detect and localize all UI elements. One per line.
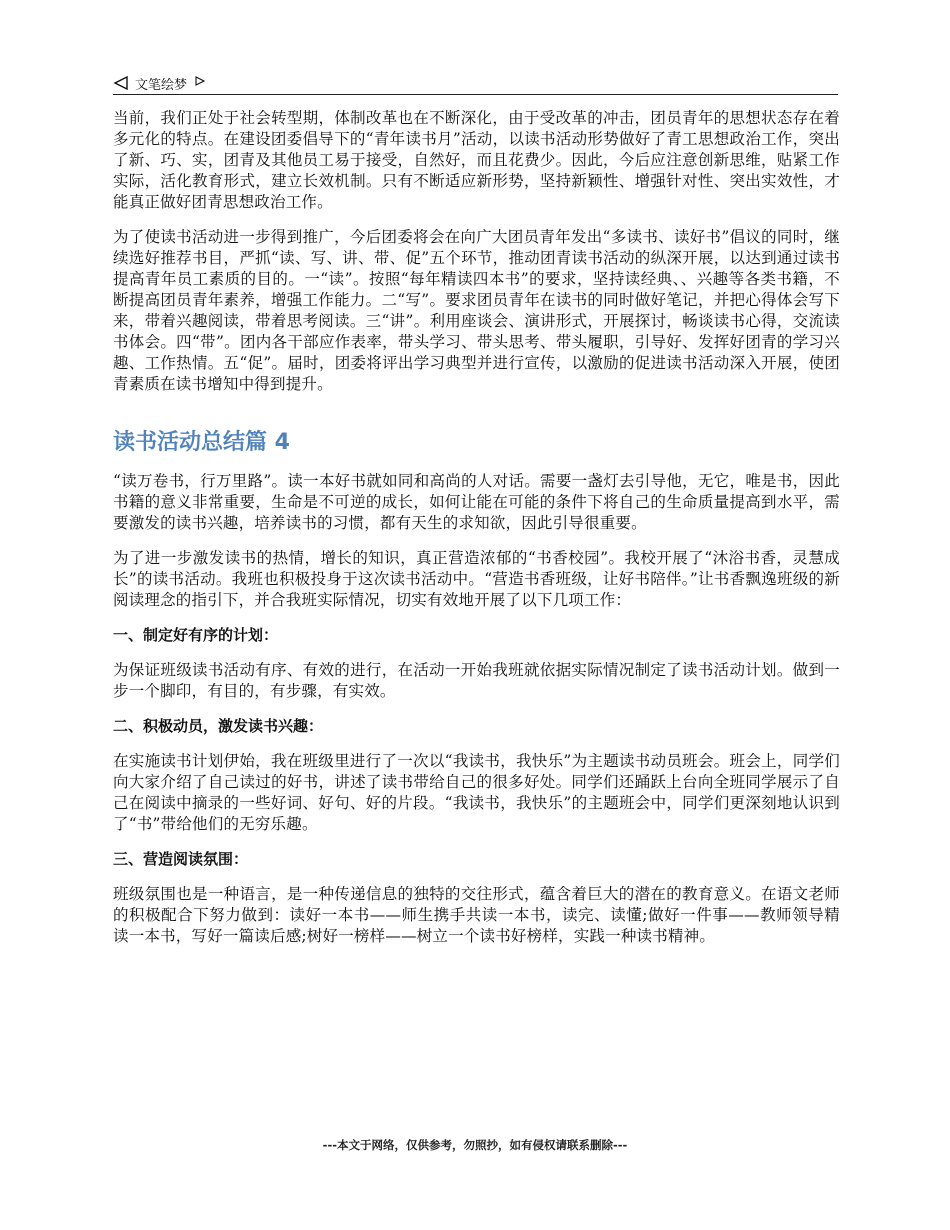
paragraph: 当前，我们正处于社会转型期，体制改革也在不断深化，由于受改革的冲击，团员青年的思想状态存在着多元化的特点。在建设团委倡导下的“青年读书月”活动，以读书活动形势做好了青工思想政治工作，突出了新、巧、实，团青及其他员工易于接受，自然好，而且花费少。因此，今后应注意创新思维，贴紧工作实际，活化教育形式，建立长效机制。只有不断适应新形势，坚持新颖性、增强针对性、突出实效性，才能真正做好团青思想政治工作。 bbox=[113, 109, 840, 211]
paragraph: 为保证班级读书活动有序、有效的进行，在活动一开始我班就依据实际情况制定了读书活动计划。做到一步一个脚印，有目的，有步骤，有实效。 bbox=[113, 661, 840, 700]
item-heading: 三、营造阅读氛围： bbox=[113, 850, 249, 868]
paragraph: 在实施读书计划伊始，我在班级里进行了一次以“我读书，我快乐”为主题读书动员班会。班会上，同学们向大家介绍了自己读过的好书，讲述了读书带给自己的很多好处。同学们还踊跃上台向全班同学展示了自己在阅读中摘录的一些好词、好句、好的片段。“我读书，我快乐”的主题班会中，同学们更深刻地认识到了“书”带给他们的无穷乐趣。 bbox=[113, 752, 840, 833]
paragraph: 为了使读书活动进一步得到推广，今后团委将会在向广大团员青年发出“多读书、读好书”倡议的同时，继续选好推荐书目，严抓“读、写、讲、带、促”五个环节，推动团青读书活动的纵深开展，以达到通过读书提高青年员工素质的目的。一“读”。按照“每年精读四本书”的要求，坚持读经典、、兴趣等各类书籍，不断提高团员青年素养，增强工作能力。二“写”。要求团员青年在读书的同时做好笔记，并把心得体会写下来，带着兴趣阅读，带着思考阅读。三“讲”。利用座谈会、演讲形式，开展探讨，畅谈读书心得，交流读书体会。四“带”。团内各干部应作表率，带头学习、带头思考、带头履职，引导好、发挥好团青的学习兴趣、工作热情。五“促”。届时，团委将评出学习典型并进行宣传，以激励的促进读书活动深入开展，使团青素质在读书增知中得到提升。 bbox=[113, 228, 840, 393]
item-heading: 一、制定好有序的计划： bbox=[113, 626, 279, 644]
paragraph: “读万卷书，行万里路”。读一本好书就如同和高尚的人对话。需要一盏灯去引导他，无它，唯是书，因此书籍的意义非常重要，生命是不可逆的成长，如何让能在可能的条件下将自己的生命质量提高到水平，需要激发的读书兴趣，培养读书的习惯，都有天生的求知欲，因此引导很重要。 bbox=[113, 472, 840, 532]
triangle-left-icon bbox=[113, 75, 129, 91]
document-body bbox=[113, 108, 840, 961]
header-brand: 文笔绘梦 bbox=[135, 77, 188, 93]
paragraph: 班级氛围也是一种语言，是一种传递信息的独特的交往形式，蕴含着巨大的潜在的教育意义。在语文老师的积极配合下努力做到：读好一本书——师生携手共读一本书，读完、读懂;做好一件事——教师领导精读一本书，写好一篇读后感;树好一榜样——树立一个读书好榜样，实践一种读书精神。 bbox=[113, 885, 840, 945]
section-title: 读书活动总结篇 4 bbox=[113, 430, 290, 455]
page-footer: ---本文于网络，仅供参考，勿照抄，如有侵权请联系删除--- bbox=[322, 1138, 628, 1152]
page-header bbox=[113, 72, 838, 95]
item-heading: 二、积极动员，激发读书兴趣： bbox=[113, 717, 324, 735]
paragraph: 为了进一步激发读书的热情，增长的知识，真正营造浓郁的“书香校园”。我校开展了“沐浴书香，灵慧成长”的读书活动。我班也积极投身于这次读书活动中。“营造书香班级，让好书陪伴。”让书香飘逸班级的新阅读理念的指引下，并合我班实际情况，切实有效地开展了以下几项工作： bbox=[113, 549, 840, 609]
triangle-right-icon bbox=[195, 76, 205, 86]
